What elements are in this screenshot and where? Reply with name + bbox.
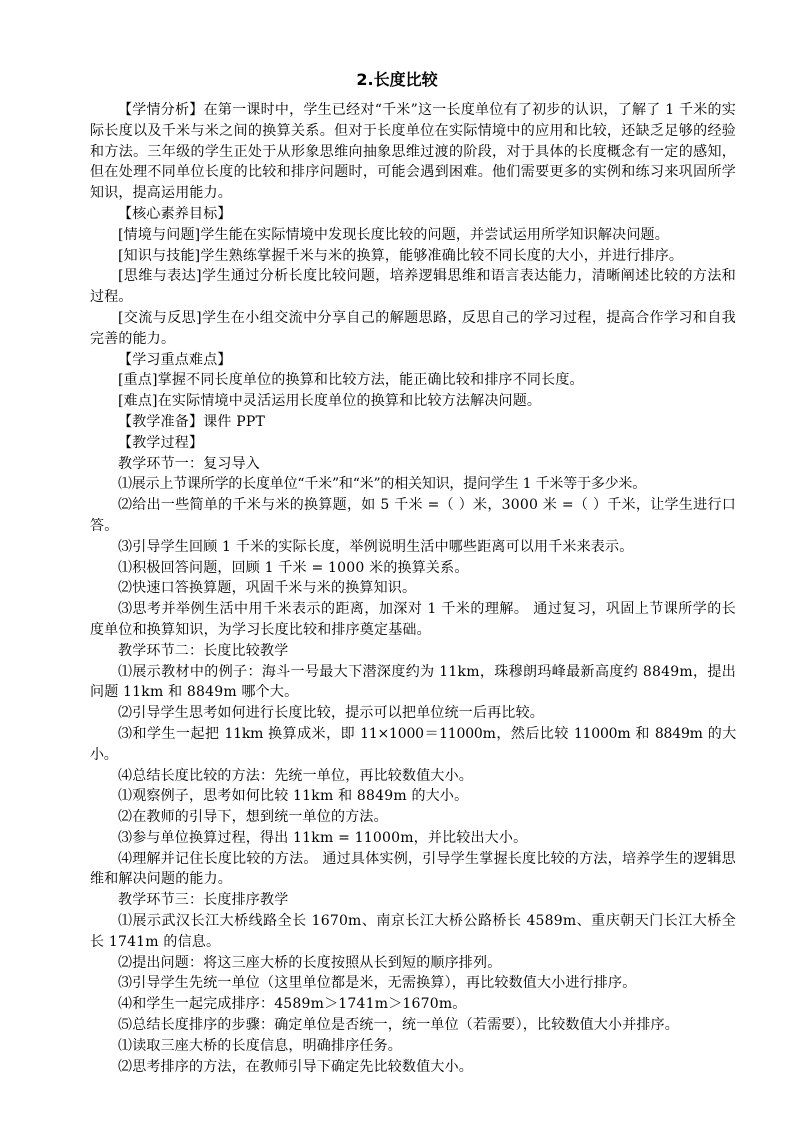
list-item: ⑴观察例子，思考如何比较 11km 和 8849m 的大小。	[118, 788, 469, 805]
list-item: ⑶和学生一起把 11km 换算成米，即 11×1000＝11000m，然后比较 11000m 和 8849m 的大小。	[90, 725, 736, 763]
section-heading-step-three: 教学环节三：长度排序教学	[118, 892, 289, 909]
paragraph-teaching-preparation: 【教学准备】课件 PPT	[118, 413, 266, 430]
list-item: ⑵快速口答换算题，巩固千米与米的换算知识。	[118, 580, 417, 597]
section-heading-step-one: 教学环节一：复习导入	[118, 455, 260, 472]
list-item: ⑵思考排序的方法，在教师引导下确定先比较数值大小。	[118, 1058, 473, 1075]
paragraph-thinking-expression: [思维与表达]学生通过分析长度比较问题，培养逻辑思维和语言表达能力，清晰阐述比较的方法和过程。	[90, 268, 736, 306]
list-item: ⑶思考并举例生活中用千米表示的距离，加深对 1 千米的理解。 通过复习，巩固上节课所学的长度单位和换算知识，为学习长度比较和排序奠定基础。	[90, 601, 736, 638]
paragraph-difficult-point: [难点]在实际情境中灵活运用长度单位的换算和比较方法解决问题。	[118, 393, 542, 410]
list-item: ⑴积极回答问题，回顾 1 千米 = 1000 米的换算关系。	[118, 559, 469, 576]
list-item: ⑶参与单位换算过程，得出 11km = 11000m，并比较出大小。	[118, 829, 528, 846]
paragraph-communication-reflection: [交流与反思]学生在小组交流中分享自己的解题思路，反思自己的学习过程，提高合作学习和自我完善的能力。	[90, 309, 736, 347]
list-item: ⑵引导学生思考如何进行长度比较，提示可以把单位统一后再比较。	[118, 705, 544, 722]
list-item: ⑸总结长度排序的步骤：确定单位是否统一，统一单位（若需要），比较数值大小并排序。	[118, 1017, 679, 1034]
list-item: ⑴展示武汉长江大桥线路全长 1670m、南京长江大桥公路桥长 4589m、重庆朝天门长江大桥全长 1741m 的信息。	[90, 913, 736, 950]
list-item: ⑷和学生一起完成排序：4589m＞1741m＞1670m。	[118, 996, 467, 1013]
paragraph-learning-analysis: 【学情分析】在第一课时中，学生已经对“千米”这一长度单位有了初步的认识，了解了 1 千米的实际长度以及千米与米之间的换算关系。但对于长度单位在实际情境中的应用和比较，还缺乏足够的经验和方法。三年级的学生正处于从形象思维向抽象思维过渡的阶段，对于具体的长度概念有一定的感知，但在处理不同单位长度的比较和排序问题时，可能会遇到困难。他们需要更多的实例和练习来巩固所学知识，提高运用能力。	[90, 102, 736, 202]
list-item: ⑷理解并记住长度比较的方法。 通过具体实例，引导学生掌握长度比较的方法，培养学生的逻辑思维和解决问题的能力。	[90, 850, 736, 888]
section-heading-step-two: 教学环节二：长度比较教学	[118, 642, 289, 659]
list-item: ⑴展示上节课所学的长度单位“千米”和“米”的相关知识，提问学生 1 千米等于多少米。	[118, 476, 647, 493]
list-item: ⑴读取三座大桥的长度信息，明确排序任务。	[118, 1037, 402, 1054]
paragraph-key-point: [重点]掌握不同长度单位的换算和比较方法，能正确比较和排序不同长度。	[118, 372, 584, 389]
list-item: ⑶引导学生回顾 1 千米的实际长度，举例说明生活中哪些距离可以用千米来表示。	[118, 538, 634, 555]
heading-key-difficult-points: 【学习重点难点】	[118, 351, 232, 368]
paragraph-situation-problem: [情境与问题]学生能在实际情境中发现长度比较的问题，并尝试运用所学知识解决问题。	[118, 226, 669, 243]
list-item: ⑷总结长度比较的方法：先统一单位，再比较数值大小。	[118, 767, 473, 784]
list-item: ⑴展示教材中的例子：海斗一号最大下潜深度约为 11km，珠穆朗玛峰最新高度约 8849m，提出问题 11km 和 8849m 哪个大。	[90, 663, 736, 701]
document-body	[90, 100, 736, 1077]
document-title: 2.长度比较	[356, 70, 438, 89]
paragraph-knowledge-skill: [知识与技能]学生熟练掌握千米与米的换算，能够准确比较不同长度的大小，并进行排序。	[118, 247, 684, 264]
heading-core-literacy: 【核心素养目标】	[118, 205, 232, 222]
list-item: ⑵提出问题：将这三座大桥的长度按照从长到短的顺序排列。	[118, 954, 502, 971]
list-item: ⑵给出一些简单的千米与米的换算题，如 5 千米 =（ ）米，3000 米 =（ ）千米，让学生进行口答。	[90, 497, 736, 534]
list-item: ⑶引导学生先统一单位（这里单位都是米，无需换算），再比较数值大小进行排序。	[118, 975, 637, 992]
heading-teaching-process: 【教学过程】	[118, 434, 204, 451]
list-item: ⑵在教师的引导下，想到统一单位的方法。	[118, 809, 388, 826]
